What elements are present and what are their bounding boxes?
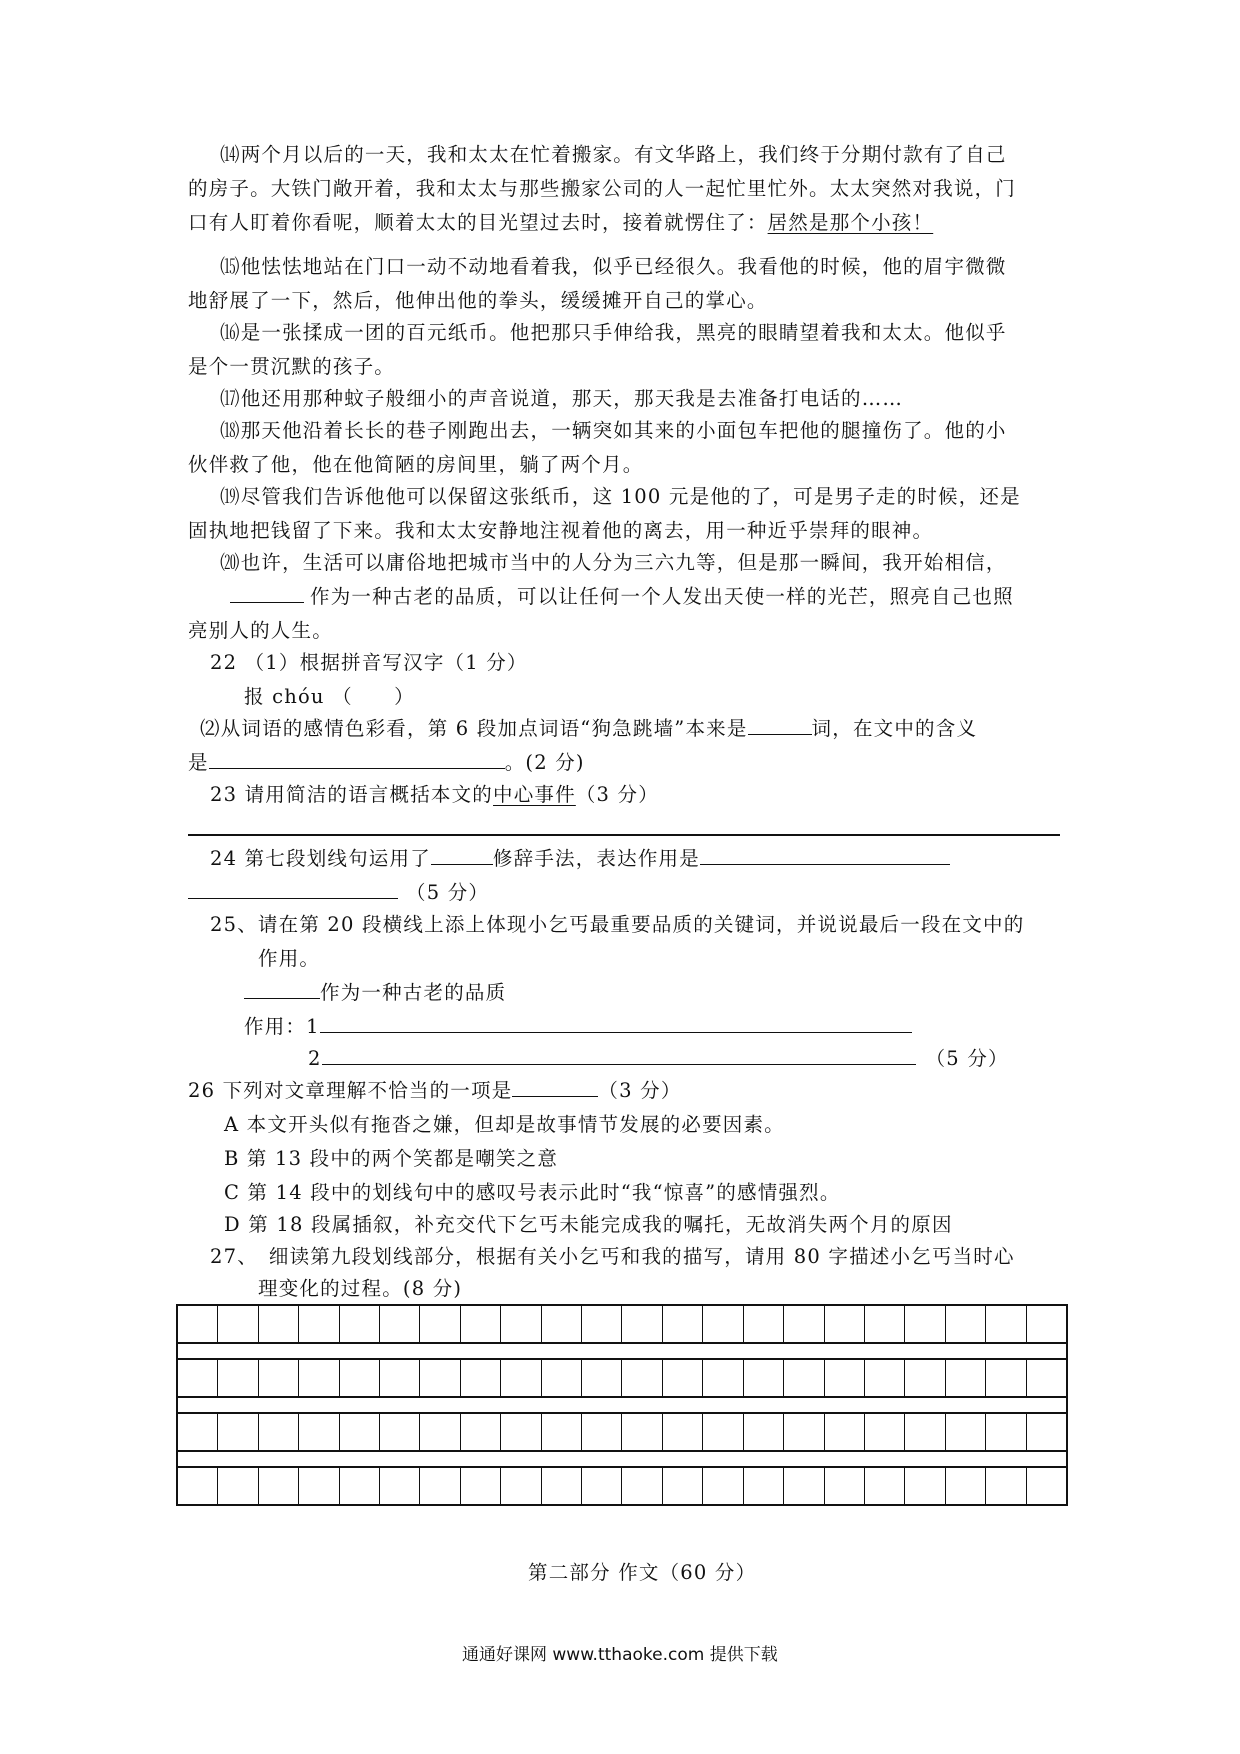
grid-cell[interactable] xyxy=(380,1360,420,1396)
grid-cell[interactable] xyxy=(218,1468,258,1504)
grid-cell[interactable] xyxy=(582,1306,622,1342)
question-25: 25、请在第 20 段横线上添上体现小乞丐最重要品质的关键词，并说说最后一段在文中的 xyxy=(210,913,1025,936)
underlined-sentence: 居然是那个小孩！ xyxy=(767,211,934,234)
grid-cell[interactable] xyxy=(703,1468,743,1504)
grid-cell[interactable] xyxy=(784,1414,824,1450)
question-23: 23 请用简洁的语言概括本文的中心事件（3 分） xyxy=(210,783,659,806)
passage-line: 口有人盯着你看呢，顺着太太的目光望过去时，接着就愣住了：居然是那个小孩！ xyxy=(188,211,934,234)
grid-cell[interactable] xyxy=(905,1414,945,1450)
writing-grid xyxy=(176,1304,1068,1506)
answer-blank[interactable] xyxy=(512,1078,598,1097)
question-25-use-2: 2 （5 分） xyxy=(308,1047,1009,1070)
answer-blank[interactable] xyxy=(209,750,505,769)
grid-cell[interactable] xyxy=(299,1414,339,1450)
option-c: C 第 14 段中的划线句中的感叹号表示此时“我“惊喜”的感情强烈。 xyxy=(224,1181,841,1204)
grid-cell[interactable] xyxy=(663,1360,703,1396)
question-22-1-item: 报 chóu （ ） xyxy=(244,685,415,708)
grid-cell[interactable] xyxy=(663,1306,703,1342)
grid-cell[interactable] xyxy=(986,1306,1026,1342)
grid-cell[interactable] xyxy=(178,1414,218,1450)
passage-line: 是个一贯沉默的孩子。 xyxy=(188,355,396,378)
passage-line: ⒆尽管我们告诉他他可以保留这张纸币，这 100 元是他的了，可是男子走的时候，还是 xyxy=(220,485,1021,508)
grid-cell[interactable] xyxy=(946,1414,986,1450)
grid-cell[interactable] xyxy=(905,1468,945,1504)
grid-cell[interactable] xyxy=(986,1360,1026,1396)
grid-cell[interactable] xyxy=(461,1360,501,1396)
grid-cell[interactable] xyxy=(380,1306,420,1342)
passage-line: 作为一种古老的品质，可以让任何一个人发出天使一样的光芒，照亮自己也照 xyxy=(230,584,1014,610)
grid-cell[interactable] xyxy=(703,1306,743,1342)
grid-cell[interactable] xyxy=(259,1468,299,1504)
grid-cell[interactable] xyxy=(178,1360,218,1396)
grid-cell[interactable] xyxy=(420,1306,460,1342)
grid-cell[interactable] xyxy=(744,1360,784,1396)
question-25-keyword: 作为一种古老的品质 xyxy=(244,980,506,1006)
grid-cell[interactable] xyxy=(178,1306,218,1342)
answer-blank[interactable] xyxy=(431,846,493,865)
grid-cell[interactable] xyxy=(299,1306,339,1342)
answer-blank[interactable] xyxy=(320,1014,912,1033)
grid-row xyxy=(176,1412,1068,1452)
passage-line: 伙伴救了他，他在他简陋的房间里，躺了两个月。 xyxy=(188,453,644,476)
grid-gap xyxy=(176,1344,1068,1358)
grid-cell[interactable] xyxy=(178,1468,218,1504)
grid-cell[interactable] xyxy=(946,1306,986,1342)
answer-blank[interactable] xyxy=(700,846,950,865)
grid-cell[interactable] xyxy=(865,1414,905,1450)
grid-cell[interactable] xyxy=(461,1414,501,1450)
grid-cell[interactable] xyxy=(259,1306,299,1342)
grid-cell[interactable] xyxy=(501,1468,541,1504)
grid-cell[interactable] xyxy=(299,1360,339,1396)
answer-blank[interactable] xyxy=(748,716,812,735)
question-25-use-1: 作用：1 xyxy=(244,1014,912,1040)
grid-cell[interactable] xyxy=(865,1360,905,1396)
grid-cell[interactable] xyxy=(663,1414,703,1450)
grid-cell[interactable] xyxy=(420,1360,460,1396)
grid-cell[interactable] xyxy=(380,1414,420,1450)
question-25-cont: 作用。 xyxy=(258,947,321,970)
answer-blank[interactable] xyxy=(230,584,304,603)
question-27-cont: 理变化的过程。(8 分) xyxy=(258,1277,463,1300)
question-26: 26 下列对文章理解不恰当的一项是 （3 分） xyxy=(188,1079,682,1102)
section-title: 第二部分 作文（60 分） xyxy=(528,1561,757,1584)
grid-row xyxy=(176,1466,1068,1506)
grid-cell[interactable] xyxy=(340,1468,380,1504)
grid-cell[interactable] xyxy=(542,1360,582,1396)
grid-cell[interactable] xyxy=(784,1468,824,1504)
grid-cell[interactable] xyxy=(501,1360,541,1396)
grid-cell[interactable] xyxy=(582,1468,622,1504)
grid-cell[interactable] xyxy=(663,1468,703,1504)
answer-blank[interactable] xyxy=(244,980,320,999)
grid-cell[interactable] xyxy=(1027,1414,1066,1450)
passage-line: ⒄他还用那种蚊子般细小的声音说道，那天，那天我是去准备打电话的…… xyxy=(220,387,904,410)
grid-cell[interactable] xyxy=(259,1414,299,1450)
passage-line: ⒇也许，生活可以庸俗地把城市当中的人分为三六九等，但是那一瞬间，我开始相信， xyxy=(220,551,1007,574)
answer-blank[interactable] xyxy=(322,1046,916,1065)
grid-cell[interactable] xyxy=(784,1306,824,1342)
grid-cell[interactable] xyxy=(622,1414,662,1450)
grid-cell[interactable] xyxy=(420,1414,460,1450)
question-22-1: 22 （1）根据拼音写汉字（1 分） xyxy=(210,651,528,674)
grid-cell[interactable] xyxy=(1027,1360,1066,1396)
grid-cell[interactable] xyxy=(946,1468,986,1504)
grid-cell[interactable] xyxy=(1027,1306,1066,1342)
grid-cell[interactable] xyxy=(259,1360,299,1396)
grid-cell[interactable] xyxy=(825,1306,865,1342)
grid-cell[interactable] xyxy=(340,1360,380,1396)
grid-cell[interactable] xyxy=(542,1468,582,1504)
grid-cell[interactable] xyxy=(542,1306,582,1342)
grid-cell[interactable] xyxy=(542,1414,582,1450)
grid-cell[interactable] xyxy=(420,1468,460,1504)
grid-cell[interactable] xyxy=(582,1414,622,1450)
grid-cell[interactable] xyxy=(905,1360,945,1396)
grid-cell[interactable] xyxy=(461,1306,501,1342)
grid-cell[interactable] xyxy=(380,1468,420,1504)
footer-download-note: 通通好课网 www.tthaoke.com 提供下载 xyxy=(462,1645,778,1665)
answer-blank[interactable] xyxy=(188,880,398,899)
passage-line: 的房子。大铁门敞开着，我和太太与那些搬家公司的人一起忙里忙外。太太突然对我说，门 xyxy=(188,177,1017,200)
option-b: B 第 13 段中的两个笑都是嘲笑之意 xyxy=(224,1147,559,1170)
grid-cell[interactable] xyxy=(825,1360,865,1396)
grid-cell[interactable] xyxy=(622,1306,662,1342)
option-a: A 本文开头似有拖沓之嫌，但却是故事情节发展的必要因素。 xyxy=(224,1113,785,1136)
passage-line: 固执地把钱留了下来。我和太太安静地注视着他的离去，用一种近乎崇拜的眼神。 xyxy=(188,519,934,542)
grid-cell[interactable] xyxy=(340,1414,380,1450)
grid-row xyxy=(176,1358,1068,1398)
grid-gap xyxy=(176,1452,1068,1466)
grid-cell[interactable] xyxy=(986,1468,1026,1504)
passage-line: ⒃是一张揉成一团的百元纸币。他把那只手伸给我，黑亮的眼睛望着我和太太。他似乎 xyxy=(220,321,1007,344)
passage-line: 地舒展了一下，然后，他伸出他的拳头，缓缓摊开自己的掌心。 xyxy=(188,289,768,312)
grid-cell[interactable] xyxy=(744,1414,784,1450)
grid-cell[interactable] xyxy=(218,1306,258,1342)
grid-cell[interactable] xyxy=(1027,1468,1066,1504)
passage-line: 亮别人的人生。 xyxy=(188,619,333,642)
question-22-2-cont: 是 。(2 分) xyxy=(188,751,585,774)
grid-cell[interactable] xyxy=(865,1306,905,1342)
grid-gap xyxy=(176,1398,1068,1412)
question-24-cont: （5 分） xyxy=(188,880,489,906)
grid-cell[interactable] xyxy=(825,1414,865,1450)
question-24: 24 第七段划线句运用了 修辞手法，表达作用是 xyxy=(210,846,950,872)
grid-cell[interactable] xyxy=(622,1468,662,1504)
passage-line: ⒂他怯怯地站在门口一动不动地看着我，似乎已经很久。我看他的时候，他的眉宇微微 xyxy=(220,255,1007,278)
option-d: D 第 18 段属插叙，补充交代下乞丐未能完成我的嘱托，无故消失两个月的原因 xyxy=(224,1213,953,1236)
grid-cell[interactable] xyxy=(744,1306,784,1342)
grid-cell[interactable] xyxy=(501,1414,541,1450)
grid-cell[interactable] xyxy=(218,1360,258,1396)
grid-cell[interactable] xyxy=(703,1414,743,1450)
grid-cell[interactable] xyxy=(784,1360,824,1396)
grid-cell[interactable] xyxy=(986,1414,1026,1450)
grid-cell[interactable] xyxy=(744,1468,784,1504)
grid-cell[interactable] xyxy=(299,1468,339,1504)
grid-cell[interactable] xyxy=(461,1468,501,1504)
grid-cell[interactable] xyxy=(905,1306,945,1342)
grid-cell[interactable] xyxy=(946,1360,986,1396)
passage-line: ⒅那天他沿着长长的巷子刚跑出去，一辆突如其来的小面包车把他的腿撞伤了。他的小 xyxy=(220,419,1007,442)
answer-line[interactable] xyxy=(188,834,1060,836)
grid-cell[interactable] xyxy=(825,1468,865,1504)
grid-cell[interactable] xyxy=(340,1306,380,1342)
grid-row xyxy=(176,1304,1068,1344)
grid-cell[interactable] xyxy=(703,1360,743,1396)
grid-cell[interactable] xyxy=(218,1414,258,1450)
grid-cell[interactable] xyxy=(582,1360,622,1396)
grid-cell[interactable] xyxy=(865,1468,905,1504)
passage-line: ⒁两个月以后的一天，我和太太在忙着搬家。有文华路上，我们终于分期付款有了自己 xyxy=(220,143,1007,166)
question-27: 27、 细读第九段划线部分，根据有关小乞丐和我的描写，请用 80 字描述小乞丐当时心 xyxy=(210,1245,1015,1268)
grid-cell[interactable] xyxy=(622,1360,662,1396)
question-22-2: ⑵从词语的感情色彩看，第 6 段加点词语“狗急跳墙”本来是 词，在文中的含义 xyxy=(200,717,978,740)
grid-cell[interactable] xyxy=(501,1306,541,1342)
